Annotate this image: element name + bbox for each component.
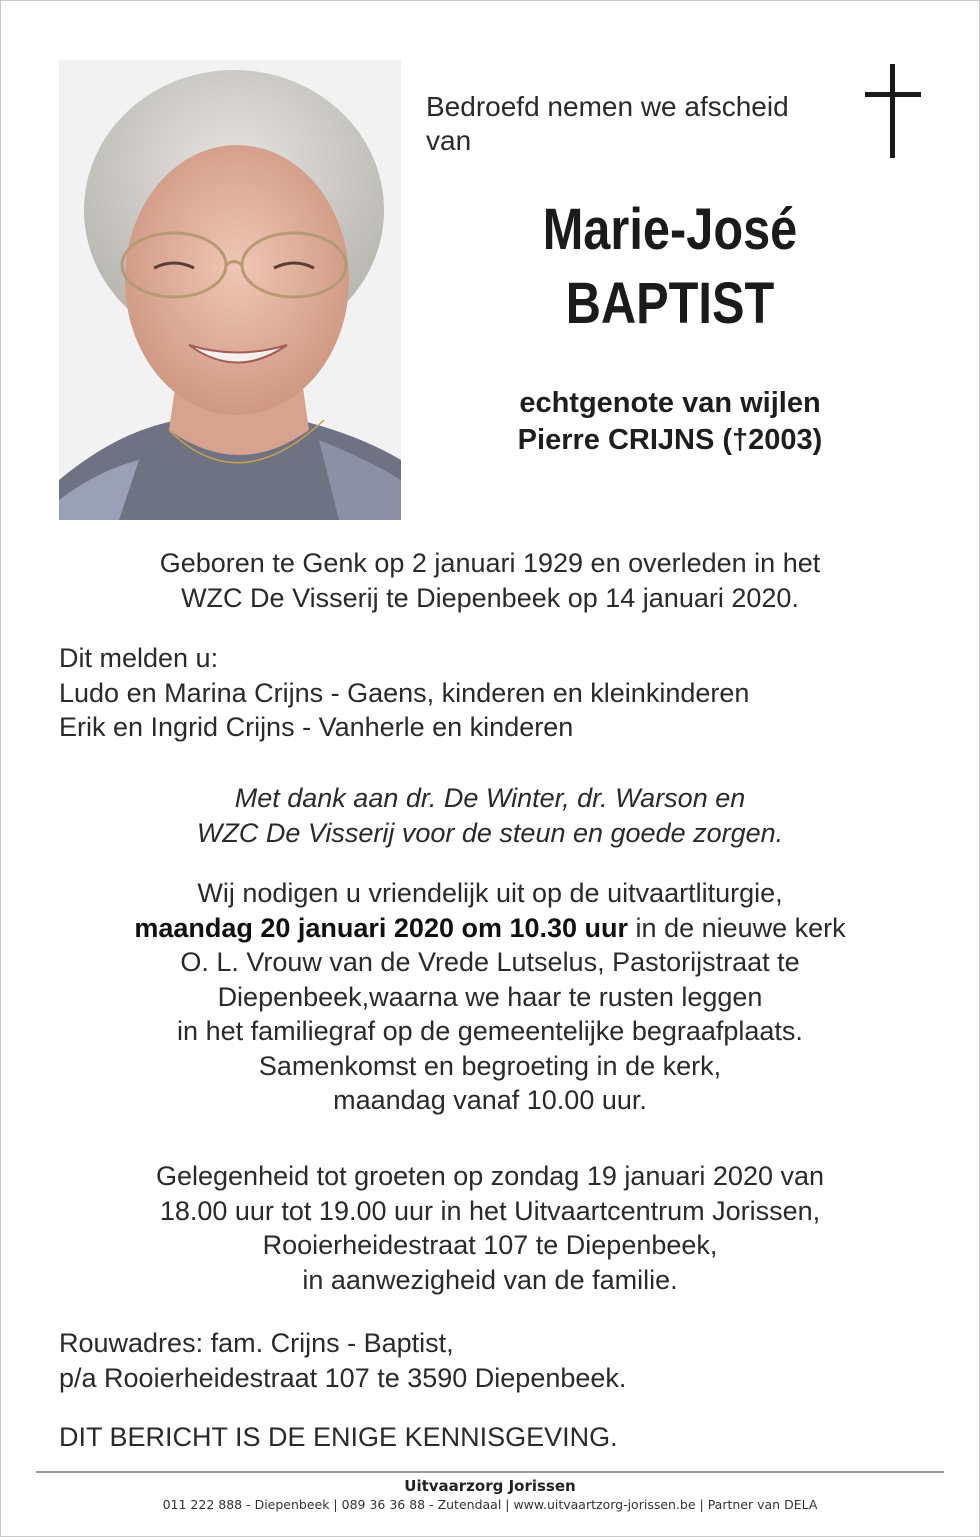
visit-line: Gelegenheid tot groeten op zondag 19 januari 2020 van [155,1161,825,1191]
portrait-image [59,60,401,520]
visit-line: Rooierheidestraat 107 te Diepenbeek, [262,1230,718,1260]
visit-line: in aanwezigheid van de familie. [302,1264,678,1295]
announcers [59,641,939,745]
deceased-name [460,193,880,341]
last-name: BAPTIST [565,271,775,336]
thanks-line: Met dank aan dr. De Winter, dr. Warson en [234,783,746,813]
service-info [40,876,940,1118]
mourning-address [59,1326,939,1395]
first-name: Marie-José [542,197,798,262]
company-contact-info: 011 222 888 - Diepenbeek | 089 36 36 88 - Zutendaal | www.uitvaartzorg-jorissen.be | Partner van DELA [162,1497,818,1512]
family-line: Ludo en Marina Crijns - Gaens, kinderen en kleinkinderen [59,677,750,708]
visit-line: 18.00 uur tot 19.00 uur in het Uitvaartcentrum Jorissen, [159,1195,821,1226]
visitation-info [40,1159,940,1297]
birth-line: Geboren te Genk op 2 januari 1929 en overleden in het [159,548,821,578]
intro-text [426,90,846,158]
thanks-text [40,781,940,850]
service-date-line [40,911,940,946]
spouse-text [440,385,900,459]
address-line: Rouwadres: fam. Crijns - Baptist, [59,1328,454,1358]
spouse-line: echtgenote van wijlen [519,387,821,419]
service-line: O. L. Vrouw van de Vrede Lutselus, Pastorijstraat te [180,947,800,977]
portrait-photo [59,60,401,520]
death-line: WZC De Visserij te Diepenbeek op 14 januari 2020. [181,582,799,613]
address-line: p/a Rooierheidestraat 107 te 3590 Diepenbeek. [59,1362,627,1393]
family-line: Erik en Ingrid Crijns - Vanherle en kinderen [59,712,574,742]
intro-line: van [426,125,472,156]
service-line: Wij nodigen u vriendelijk uit op de uitvaartliturgie, [197,878,783,908]
footer-divider [36,1471,944,1473]
service-line: Diepenbeek,waarna we haar te rusten leggen [217,981,763,1012]
notice-text: DIT BERICHT IS DE ENIGE KENNISGEVING. [59,1422,618,1452]
service-line: in het familiegraf op de gemeentelijke begraafplaats. [177,1016,803,1046]
spouse-name: Pierre CRIJNS (†2003) [517,424,823,456]
announce-heading: Dit melden u: [59,643,219,673]
service-line: Samenkomst en begroeting in de kerk, [258,1050,722,1081]
birth-death-info [40,546,940,615]
service-line: maandag vanaf 10.00 uur. [333,1085,647,1115]
service-location: in de nieuwe kerk [628,912,846,943]
funeral-company: Uitvaarzorg Jorissen [404,1477,576,1495]
service-datetime: maandag 20 januari 2020 om 10.30 uur [134,912,629,943]
thanks-line: WZC De Visserij voor de steun en goede zorgen. [196,817,784,848]
cross-icon [865,64,921,158]
intro-line: Bedroefd nemen we afscheid [426,91,789,122]
